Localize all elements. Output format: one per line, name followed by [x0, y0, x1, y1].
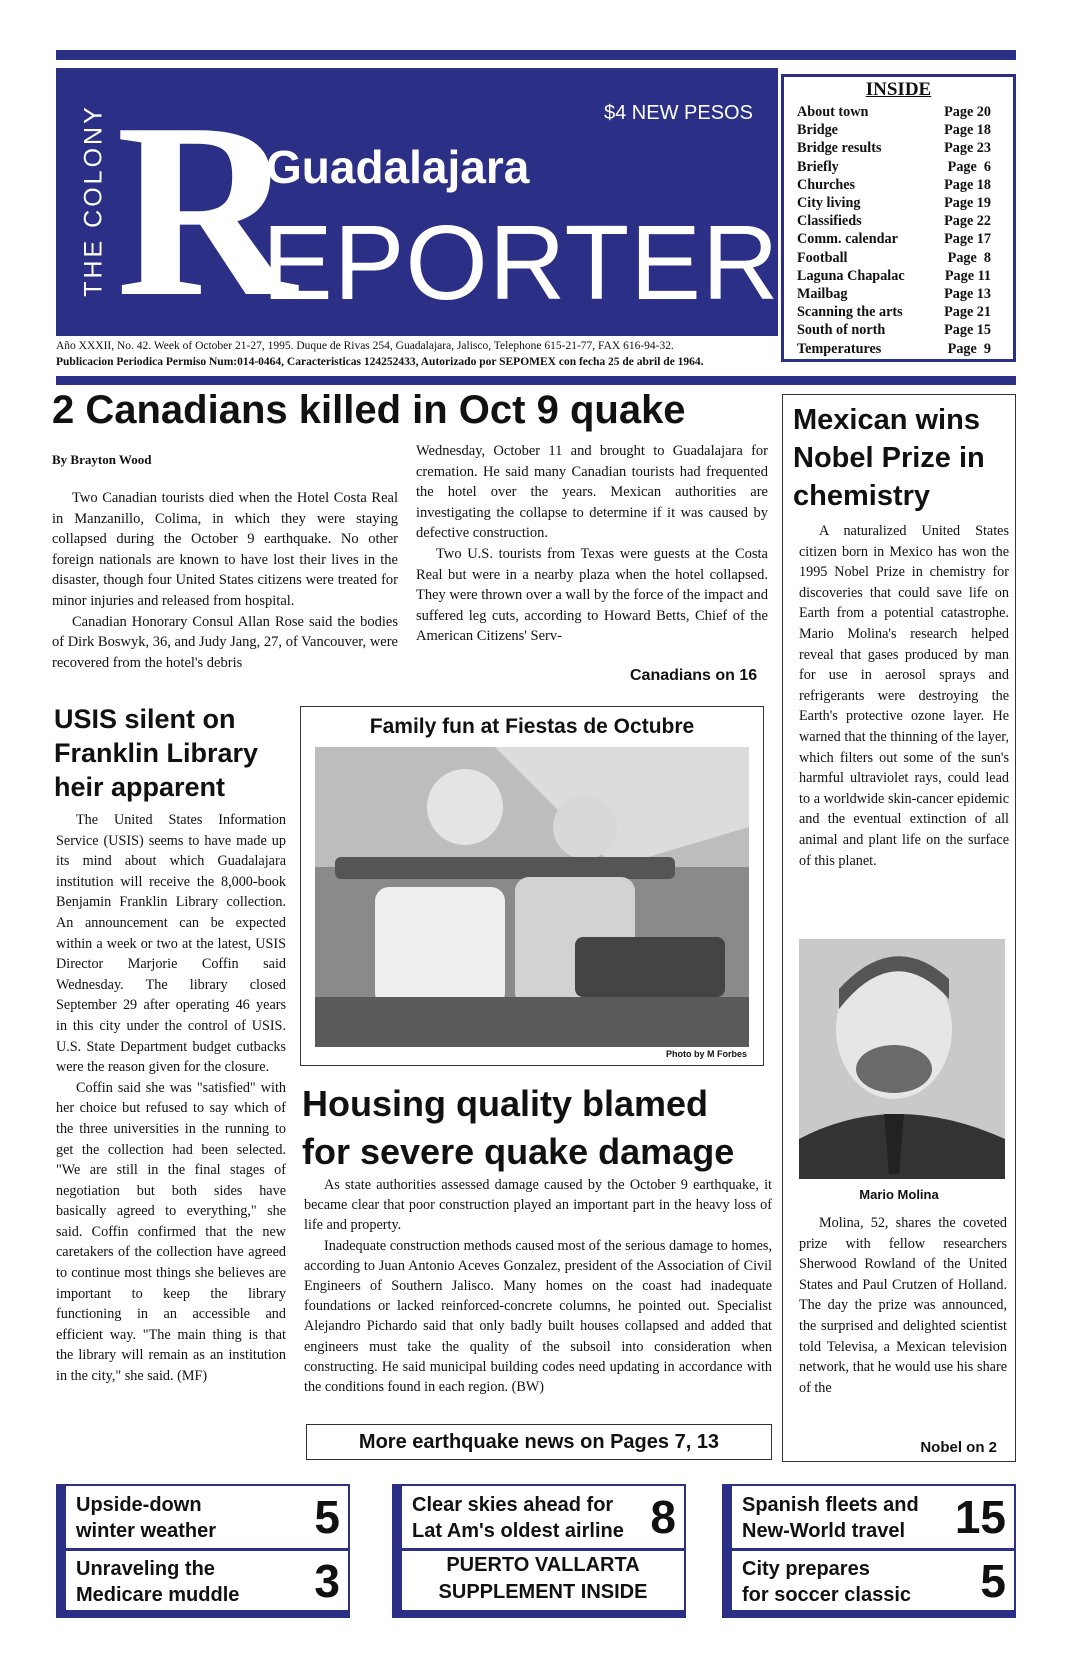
nobel-headline: Mexican wins Nobel Prize in chemistry [793, 404, 985, 512]
section-rule [56, 376, 1016, 385]
inside-index-row[interactable] [784, 340, 1013, 358]
photo-title: Family fun at Fiestas de Octubre [369, 715, 695, 738]
inside-index-row[interactable] [784, 121, 1013, 139]
molina-photo-art [799, 939, 1005, 1179]
fiesta-photo-art [315, 747, 749, 1047]
lead-paragraph: Canadian Honorary Consul Allan Rose said the bodies of Dirk Boswyk, 36, and Judy Jang, 27, of Vancouver, were recovered from the hotel's debris [52, 613, 398, 671]
inside-index-page: Page 18 [944, 176, 991, 193]
inside-index-label: Briefly [797, 158, 839, 175]
housing-headline-line1: Housing quality blamed [302, 1083, 709, 1124]
lead-paragraph: Wednesday, October 11 and brought to Guadalajara for cremation. He said many Canadian tourists had frequented the hotel over the years. Mexican authorities are investigating the collapse to determine if it was caused by defective construction. [416, 443, 768, 542]
inside-index-label: Churches [797, 176, 856, 193]
inside-index-label: Laguna Chapalac [797, 267, 905, 284]
inside-index-label: South of north [797, 322, 886, 339]
inside-index-row[interactable] [784, 249, 1013, 267]
teaser-divider [402, 1548, 684, 1551]
housing-paragraph: Inadequate construction methods caused most of the serious damage to homes, according to Juan Antonio Aceves Gonzalez, president of the Association of Civil Engineers of Southern Jalisco. Many homes on the coast had inadequate foundations or lacked reinforced-concrete columns, he pointed out. Specialist Alejandro Pichardo said that only badly built houses collapsed and added that engineers must take the quality of the subsoil into consideration when constructing. He said municipal building codes need updating in accordance with the conditions found in each region. (BW) [304, 1237, 772, 1396]
inside-index-page: Page 13 [944, 286, 991, 303]
teaser-item[interactable] [66, 1486, 348, 1548]
usis-headline: USIS silent on Franklin Library heir apparent [54, 704, 259, 802]
housing-paragraph: As state authorities assessed damage caused by the October 9 earthquake, it became clear that poor construction played an important part in the heavy loss of life and property. [304, 1177, 772, 1234]
inside-index-row[interactable] [784, 176, 1013, 194]
teaser-page: 3 [314, 1555, 340, 1607]
inside-index-label: Temperatures [797, 340, 882, 357]
feature-photo-frame [300, 706, 764, 1066]
inside-index-page: Page 6 [947, 158, 991, 175]
inside-index-page: Page 11 [944, 267, 991, 284]
lead-paragraph: Two U.S. tourists from Texas were guests at the Costa Real but were in a nearby plaza when the hotel collapsed. They were thrown over a wall by the force of the impact and suffered leg cuts, according to Howard Betts, Chief of the American Citizens' Serv- [416, 545, 768, 645]
inside-index-label: Football [797, 249, 848, 266]
teaser-page: 15 [954, 1491, 1006, 1543]
inside-index-row[interactable] [784, 285, 1013, 303]
teaser-box-3 [722, 1484, 1016, 1618]
inside-index-page: Page 17 [944, 231, 991, 248]
housing-headline [302, 1080, 734, 1176]
usis-paragraph: The United States Information Service (USIS) seems to have made up its mind about which Guadalajara institution will receive the 8,000-book Benjamin Franklin Library collection. An announcement can be expected within a week or two at the latest, USIS Director Marjorie Coffin said Wednesday. The library closed September 29 after operating 46 years in this city under the control of USIS. U.S. State Department budget cutbacks were the reason given for the closure. [56, 812, 286, 1076]
inside-index-row[interactable] [784, 321, 1013, 339]
usis-body [56, 810, 286, 1387]
inside-index-label: City living [797, 195, 861, 212]
teaser-box-2 [392, 1484, 686, 1618]
publication-info: Año XXXII, No. 42. Week of October 21-27, 1995. Duque de Rivas 254, Guadalajara, Jalisco, Telephone 615-21-77, FAX 616-94-32. [56, 340, 674, 352]
inside-index-page: Page 18 [944, 122, 991, 139]
inside-index-label: Comm. calendar [797, 231, 898, 248]
inside-index-page: Page 23 [944, 140, 991, 157]
inside-index-label: Classifieds [797, 213, 862, 230]
inside-index-label: Bridge results [797, 140, 882, 157]
inside-index-row[interactable] [784, 158, 1013, 176]
teaser-page: 8 [650, 1491, 676, 1543]
inside-index-page: Page 9 [947, 340, 991, 357]
inside-index-page: Page 21 [944, 304, 991, 321]
inside-index-page: Page 15 [944, 322, 991, 339]
molina-caption: Mario Molina [859, 1187, 939, 1202]
lead-paragraph: Two Canadian tourists died when the Hotel Costa Real in Manzanillo, Colima, in which they were staying collapsed during the October 9 earthquake. No other foreign nationals are known to have lost their lives in the disaster, though four United States citizens were treated for minor injuries and released from hospital. [52, 490, 398, 609]
teaser-label: Clear skies ahead for Lat Am's oldest airline [412, 1494, 624, 1542]
inside-index-page: Page 22 [944, 213, 991, 230]
photo-credit: Photo by M Forbes [666, 1049, 747, 1059]
inside-index-row[interactable] [784, 212, 1013, 230]
inside-index-row[interactable] [784, 139, 1013, 157]
price: $4 NEW PESOS [604, 102, 753, 124]
nobel-sidebar [782, 394, 1016, 1462]
colony-label: THE COLONY [79, 104, 108, 297]
lead-headline: 2 Canadians killed in Oct 9 quake [52, 388, 686, 432]
nobel-body [799, 521, 1009, 871]
housing-headline-line2: for severe quake damage [302, 1131, 735, 1172]
nobel-jump[interactable]: Nobel on 2 [920, 1439, 997, 1456]
inside-index-label: About town [797, 104, 869, 120]
teaser-label: City prepares for soccer classic [742, 1558, 911, 1606]
fiesta-photo [315, 747, 749, 1047]
byline: By Brayton Wood [52, 452, 152, 467]
teaser-page: 5 [980, 1555, 1006, 1607]
teaser-page: 5 [314, 1491, 340, 1543]
inside-index-page: Page 19 [944, 195, 991, 212]
teaser-box-1 [56, 1484, 350, 1618]
lead-column-2 [416, 441, 768, 647]
teaser-item[interactable] [402, 1486, 684, 1548]
top-rule [56, 50, 1016, 60]
supplement-notice: PUERTO VALLARTA SUPPLEMENT INSIDE [438, 1554, 648, 1603]
more-earthquake-link[interactable]: More earthquake news on Pages 7, 13 [306, 1424, 772, 1460]
inside-list [784, 103, 1013, 358]
lead-column-1 [52, 488, 398, 673]
usis-paragraph: Coffin said she was "satisfied" with her choice but refused to say which of the three universities in the running to get the collection had been selected. "We are still in the final stages of negotiation but both sides have basically agreed to everything," she said. Coffin confirmed that the new caretakers of the collection have agreed to continue most things she believes are important to keep the library functioning in an accessible and efficient way. "The main thing is that the library will remain as an institution in the city," she said. (MF) [56, 1079, 286, 1385]
masthead-title: EPORTER [262, 204, 780, 322]
teaser-label: Spanish fleets and New-World travel [742, 1494, 919, 1542]
inside-index [781, 74, 1016, 362]
teaser-item[interactable] [732, 1486, 1014, 1548]
inside-index-page: Page 8 [947, 249, 991, 266]
inside-index-label: Scanning the arts [797, 304, 903, 321]
inside-index-row[interactable] [784, 194, 1013, 212]
housing-body [304, 1175, 772, 1397]
molina-photo [799, 939, 1005, 1179]
inside-index-label: Mailbag [797, 286, 848, 303]
masthead-r: R [116, 72, 297, 349]
inside-index-row[interactable] [784, 303, 1013, 321]
inside-index-row[interactable] [784, 103, 1013, 121]
nobel-body-2 [799, 1213, 1007, 1398]
inside-index-row[interactable] [784, 267, 1013, 285]
teaser-label: Upside-down winter weather [76, 1494, 217, 1542]
nobel-paragraph: A naturalized United States citizen born in Mexico has won the 1995 Nobel Prize in chemistry for discoveries that could save life on Earth from a potential catastrophe. Mario Molina's research helped reveal that gases produced by man for use in aerosol sprays and refrigerants were destroying the Earth's protective ozone layer. He warned that the thinning of the layer, which filters out some of the sun's harmful ultraviolet rays, could lead to a worldwide skin-cancer epidemic and the eventual extinction of all animal and plant life on the surface of this planet. [799, 523, 1009, 869]
inside-index-row[interactable] [784, 230, 1013, 248]
teaser-item[interactable] [66, 1550, 348, 1612]
lead-jump[interactable]: Canadians on 16 [630, 667, 758, 684]
teaser-item[interactable] [732, 1550, 1014, 1612]
masthead-city: Guadalajara [266, 141, 530, 193]
inside-title: INSIDE [865, 79, 932, 100]
teaser-label: Unraveling the Medicare muddle [76, 1558, 240, 1606]
inside-index-page: Page 20 [944, 104, 991, 120]
inside-index-label: Bridge [797, 122, 838, 139]
nobel-paragraph: Molina, 52, shares the coveted prize with fellow researchers Sherwood Rowland of the United States and Paul Crutzen of Holland. The day the prize was announced, the surprised and delighted scientist told Televisa, a Mexican television network, that he would use his share of the [799, 1215, 1007, 1396]
publication-permit: Publicacion Periodica Permiso Num:014-0464, Caracteristicas 124252433, Autorizado por SEPOMEX con fecha 25 de abril de 1964. [56, 356, 704, 368]
